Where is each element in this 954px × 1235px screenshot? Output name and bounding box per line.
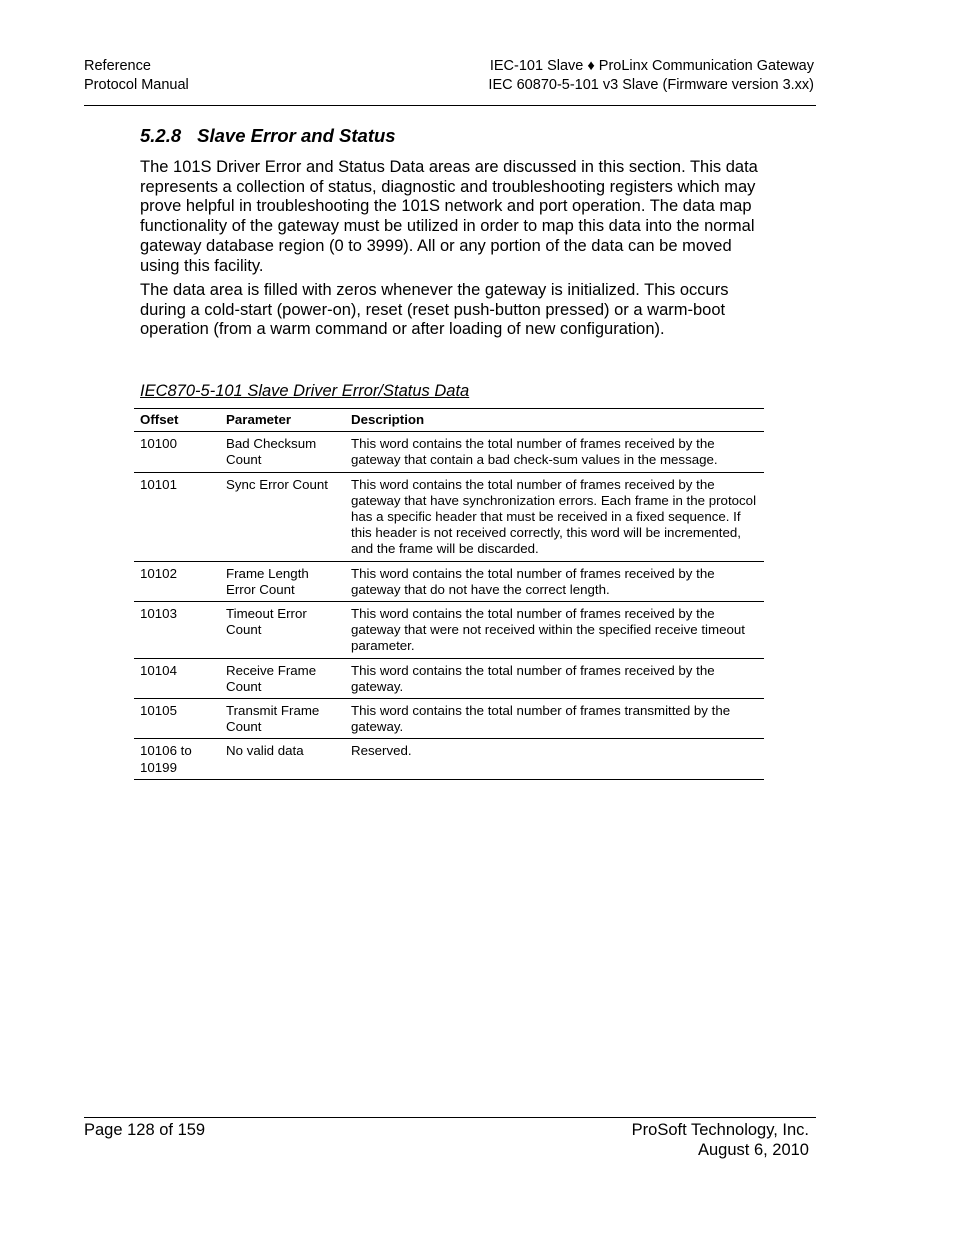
table-row: [134, 472, 764, 561]
table-row: [134, 432, 764, 472]
offset-cell: 10101: [134, 472, 220, 561]
column-header-offset: Offset: [134, 409, 220, 432]
description-cell: This word contains the total number of frames received by the gateway.: [345, 658, 764, 698]
column-header-parameter: Parameter: [220, 409, 345, 432]
offset-cell: 10100: [134, 432, 220, 472]
intro-paragraph: The 101S Driver Error and Status Data areas are discussed in this section. This data represents a collection of status, diagnostic and troubleshooting registers which may prove helpful in troubleshooting the 101S network and port operation. The data map functionality of the gateway must be utilized in order to map this data into the normal gateway database region (0 to 3999). All or any portion of the data can be moved using this facility.: [140, 158, 758, 275]
table-caption: IEC870-5-101 Slave Driver Error/Status Data: [140, 382, 470, 400]
footer-company: ProSoft Technology, Inc.: [631, 1121, 809, 1139]
description-cell: This word contains the total number of frames received by the gateway that have synchronization errors. Each frame in the protocol has a specific header that must be received in a fixed sequence. If this header is not received correctly, this word will be incremented, and the frame will be discarded.: [345, 472, 764, 561]
table-row: [134, 699, 764, 739]
parameter-cell: Timeout Error Count: [220, 602, 345, 659]
header-divider: [84, 105, 816, 106]
footer-divider: [84, 1117, 816, 1118]
page-number: Page 128 of 159: [84, 1121, 206, 1139]
header-product: IEC-101 Slave ♦ ProLinx Communication Gateway: [489, 58, 814, 74]
section-number: 5.2.8: [140, 125, 182, 146]
offset-cell: 10103: [134, 602, 220, 659]
description-cell: Reserved.: [345, 739, 764, 779]
table-row: [134, 602, 764, 659]
description-cell: This word contains the total number of frames received by the gateway that contain a bad check-sum values in the message.: [345, 432, 764, 472]
description-cell: This word contains the total number of frames received by the gateway that were not received within the specified receive timeout parameter.: [345, 602, 764, 659]
header-manual-type: Protocol Manual: [84, 77, 189, 93]
table-row: [134, 658, 764, 698]
parameter-cell: No valid data: [220, 739, 345, 779]
footer-date: August 6, 2010: [697, 1141, 809, 1159]
parameter-cell: Bad Checksum Count: [220, 432, 345, 472]
offset-cell: 10104: [134, 658, 220, 698]
section-title: Slave Error and Status: [197, 125, 396, 146]
offset-cell: 10106 to 10199: [134, 739, 220, 779]
column-header-description: Description: [345, 409, 764, 432]
parameter-cell: Frame Length Error Count: [220, 561, 345, 601]
description-cell: This word contains the total number of frames received by the gateway that do not have the correct length.: [345, 561, 764, 601]
table-header-row: [134, 409, 764, 432]
table-row: [134, 561, 764, 601]
header-reference: Reference: [84, 58, 151, 74]
running-header-left: [84, 57, 189, 95]
running-header-right: [488, 57, 814, 95]
running-footer-right: [632, 1120, 809, 1160]
header-firmware: IEC 60870-5-101 v3 Slave (Firmware version 3.xx): [488, 77, 814, 93]
parameter-cell: Transmit Frame Count: [220, 699, 345, 739]
parameter-cell: Receive Frame Count: [220, 658, 345, 698]
offset-cell: 10102: [134, 561, 220, 601]
error-status-table: [134, 408, 764, 780]
parameter-cell: Sync Error Count: [220, 472, 345, 561]
initialization-paragraph: The data area is filled with zeros whenever the gateway is initialized. This occurs during a cold-start (power-on), reset (reset push-button pressed) or a warm-boot operation (from a warm command or after loading of new configuration).: [140, 281, 729, 339]
offset-cell: 10105: [134, 699, 220, 739]
section-heading: [140, 125, 396, 147]
table-row: [134, 739, 764, 779]
description-cell: This word contains the total number of frames transmitted by the gateway.: [345, 699, 764, 739]
